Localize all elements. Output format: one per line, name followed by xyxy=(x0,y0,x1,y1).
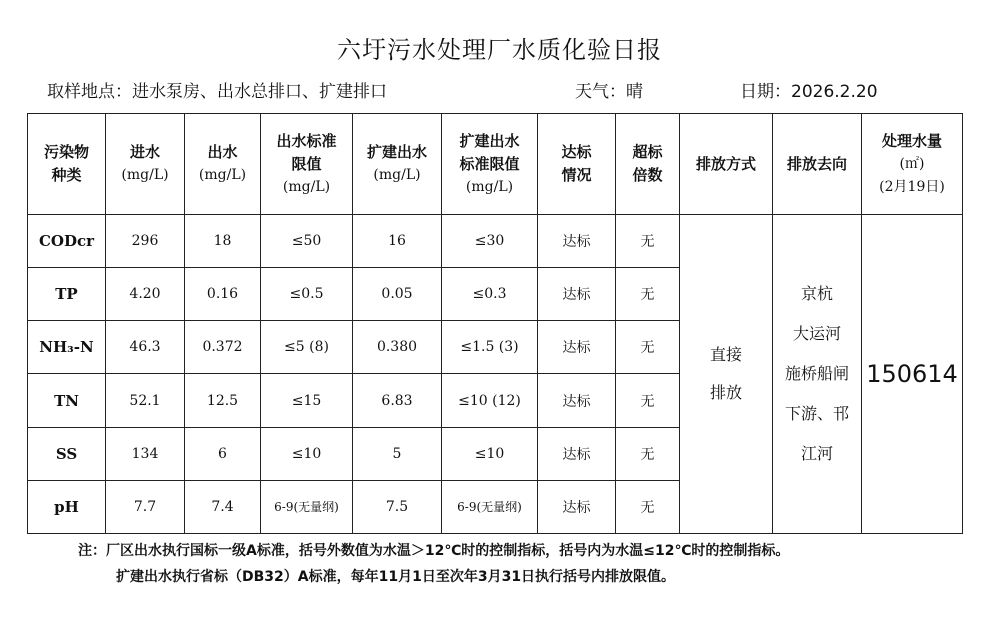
param-cell: NH₃-N xyxy=(28,321,106,374)
limit-cell: 6-9(无量纲) xyxy=(261,480,353,533)
outflow-cell: 12.5 xyxy=(185,374,261,427)
exceed-cell: 无 xyxy=(616,215,680,268)
exceed-cell: 无 xyxy=(616,374,680,427)
header-inflow: 进水 (mg/L) xyxy=(106,114,185,215)
limit-cell: ≤0.5 xyxy=(261,268,353,321)
ext-outflow-cell: 7.5 xyxy=(353,480,442,533)
outflow-cell: 6 xyxy=(185,427,261,480)
header-exceed: 超标 倍数 xyxy=(616,114,680,215)
header-method: 排放方式 xyxy=(680,114,773,215)
param-cell: SS xyxy=(28,427,106,480)
limit-cell: ≤5 (8) xyxy=(261,321,353,374)
ext-outflow-cell: 0.05 xyxy=(353,268,442,321)
treatment-volume-cell: 150614 xyxy=(862,215,963,534)
outflow-cell: 18 xyxy=(185,215,261,268)
sampling-location: 取样地点：进水泵房、出水总排口、扩建排口 xyxy=(47,82,387,102)
ext-limit-cell: ≤10 (12) xyxy=(442,374,538,427)
header-volume: 处理水量 (㎡) (2月19日) xyxy=(862,114,963,215)
report-title: 六圩污水处理厂水质化验日报 xyxy=(337,36,662,64)
header-outflow: 出水 (mg/L) xyxy=(185,114,261,215)
ext-limit-cell: ≤10 xyxy=(442,427,538,480)
discharge-destination-cell: 京杭 大运河 施桥船闸 下游、邗 江河 xyxy=(773,215,862,534)
ext-limit-cell: ≤30 xyxy=(442,215,538,268)
ext-limit-cell: 6-9(无量纲) xyxy=(442,480,538,533)
table-row xyxy=(28,215,963,268)
limit-cell: ≤10 xyxy=(261,427,353,480)
param-cell: pH xyxy=(28,480,106,533)
outflow-cell: 0.372 xyxy=(185,321,261,374)
inflow-cell: 52.1 xyxy=(106,374,185,427)
param-cell: TP xyxy=(28,268,106,321)
ext-outflow-cell: 0.380 xyxy=(353,321,442,374)
header-destination: 排放去向 xyxy=(773,114,862,215)
header-outflow-limit: 出水标准 限值 (mg/L) xyxy=(261,114,353,215)
ext-outflow-cell: 5 xyxy=(353,427,442,480)
ext-outflow-cell: 6.83 xyxy=(353,374,442,427)
outflow-cell: 7.4 xyxy=(185,480,261,533)
note-line-1: 注：厂区出水执行国标一级A标准，括号外数值为水温＞12℃时的控制指标，括号内为水温≤12℃时的控制指标。 xyxy=(78,543,790,559)
ext-limit-cell: ≤1.5 (3) xyxy=(442,321,538,374)
limit-cell: ≤50 xyxy=(261,215,353,268)
inflow-cell: 134 xyxy=(106,427,185,480)
header-ext-limit: 扩建出水 标准限值 (mg/L) xyxy=(442,114,538,215)
status-cell: 达标 xyxy=(538,374,616,427)
header-compliance: 达标 情况 xyxy=(538,114,616,215)
param-cell: TN xyxy=(28,374,106,427)
inflow-cell: 46.3 xyxy=(106,321,185,374)
header-ext-outflow: 扩建出水 (mg/L) xyxy=(353,114,442,215)
report-date: 日期：2026.2.20 xyxy=(740,82,878,102)
status-cell: 达标 xyxy=(538,480,616,533)
ext-limit-cell: ≤0.3 xyxy=(442,268,538,321)
exceed-cell: 无 xyxy=(616,427,680,480)
discharge-method-cell: 直接 排放 xyxy=(680,215,773,534)
header-pollutant: 污染物 种类 xyxy=(28,114,106,215)
status-cell: 达标 xyxy=(538,321,616,374)
exceed-cell: 无 xyxy=(616,480,680,533)
status-cell: 达标 xyxy=(538,427,616,480)
exceed-cell: 无 xyxy=(616,321,680,374)
status-cell: 达标 xyxy=(538,215,616,268)
header-row xyxy=(28,114,963,215)
status-cell: 达标 xyxy=(538,268,616,321)
weather: 天气：晴 xyxy=(575,82,643,102)
inflow-cell: 7.7 xyxy=(106,480,185,533)
ext-outflow-cell: 16 xyxy=(353,215,442,268)
water-quality-table xyxy=(27,113,963,534)
outflow-cell: 0.16 xyxy=(185,268,261,321)
limit-cell: ≤15 xyxy=(261,374,353,427)
param-cell: CODcr xyxy=(28,215,106,268)
note-line-2: 扩建出水执行省标（DB32）A标准，每年11月1日至次年3月31日执行括号内排放限值。 xyxy=(116,569,676,585)
inflow-cell: 4.20 xyxy=(106,268,185,321)
exceed-cell: 无 xyxy=(616,268,680,321)
inflow-cell: 296 xyxy=(106,215,185,268)
